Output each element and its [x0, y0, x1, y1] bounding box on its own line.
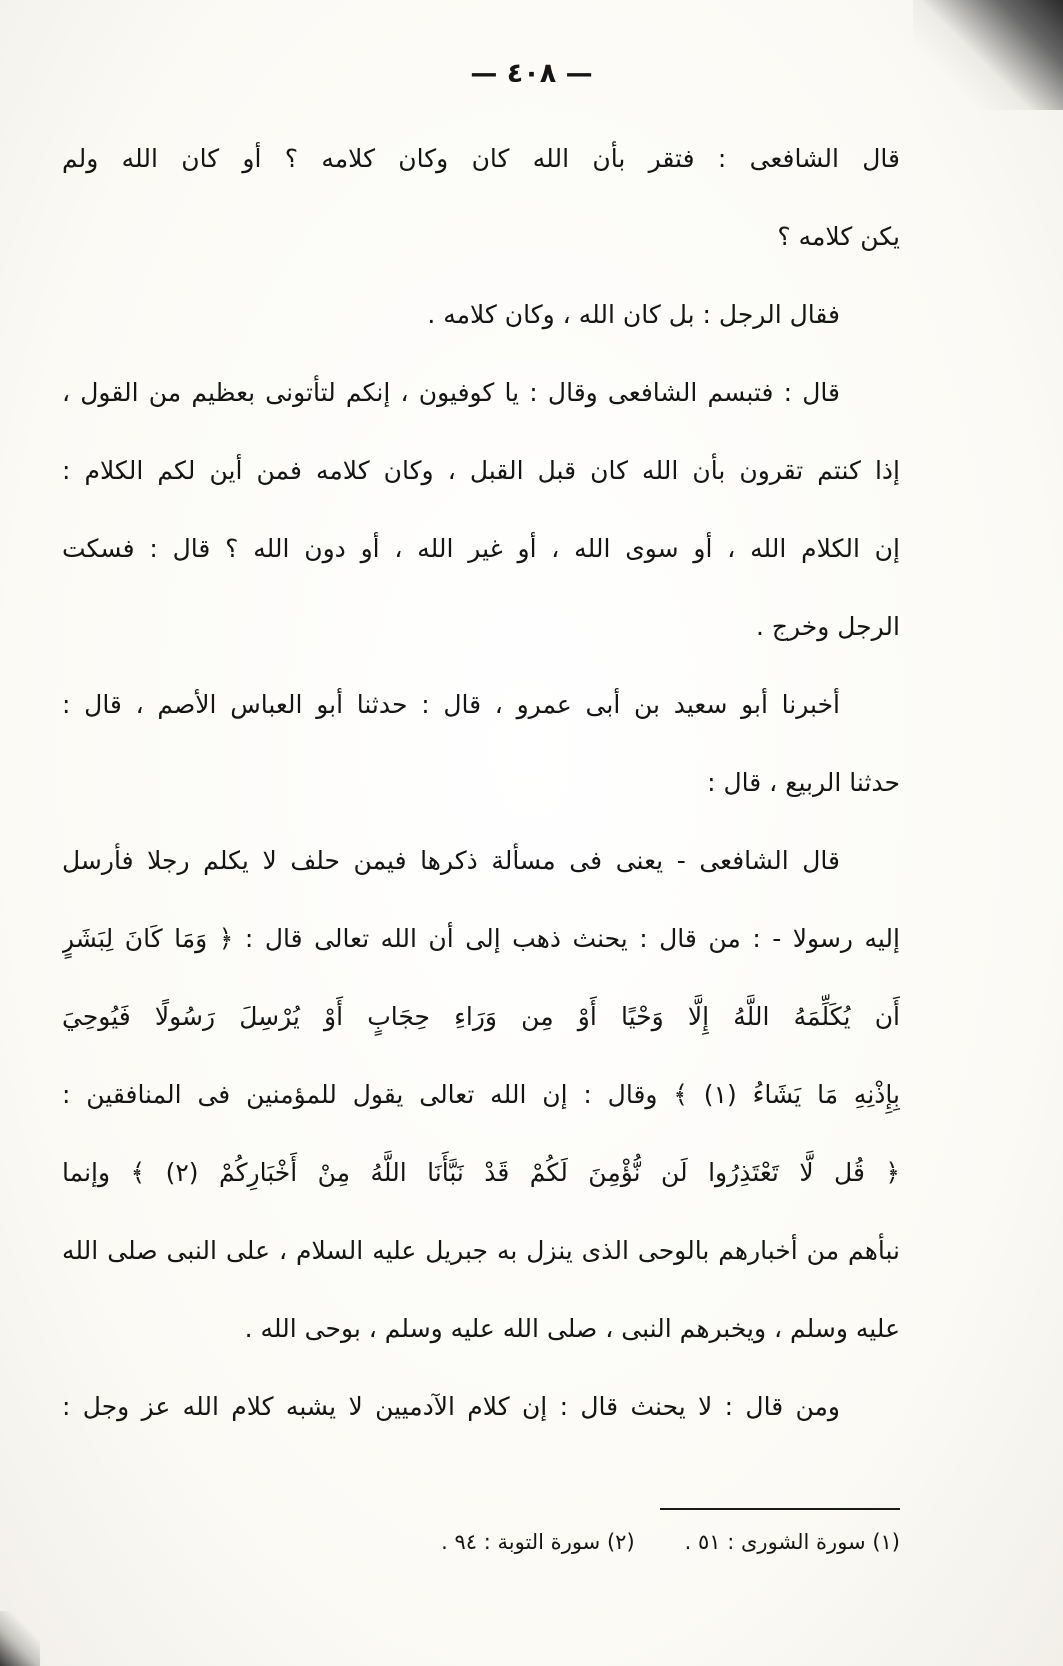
text-line: أخبرنا أبو سعيد بن أبى عمرو ، قال : حدثنا أبو العباس الأصم ، قال :: [62, 690, 840, 719]
footnote-1: (١) سورة الشورى : ٥١ .: [684, 1530, 900, 1554]
footnote-separator: [660, 1508, 900, 1510]
text-line: قال الشافعى : فتقر بأن الله كان وكان كلامه ؟ أو كان الله ولم: [62, 144, 900, 173]
text-line: فقال الرجل : بل كان الله ، وكان كلامه .: [427, 300, 840, 329]
footnotes: [240, 1530, 900, 1554]
text-line: ﴿ قُل لَّا تَعْتَذِرُوا لَن نُّؤْمِنَ لَكُمْ قَدْ نَبَّأَنَا اللَّهُ مِنْ أَخْبَارِكُمْ (٢) ﴾ وإنما: [62, 1158, 900, 1187]
text-line: إذا كنتم تقرون بأن الله كان قبل القبل ، وكان كلامه فمن أين لكم الكلام :: [62, 456, 900, 485]
scan-corner-mark: [0, 1611, 40, 1666]
page-number: — ٤٠٨ —: [470, 58, 593, 89]
text-line: حدثنا الربيع ، قال :: [707, 768, 900, 797]
footnote-2: (٢) سورة التوبة : ٩٤ .: [441, 1530, 635, 1554]
text-line: إن الكلام الله ، أو سوى الله ، أو غير الله ، أو دون الله ؟ قال : فسكت: [62, 534, 900, 563]
text-line: إليه رسولا - : من قال : يحنث ذهب إلى أن الله تعالى قال : ﴿ وَمَا كَانَ لِبَشَرٍ: [62, 924, 900, 953]
text-line: قال الشافعى - يعنى فى مسألة ذكرها فيمن حلف لا يكلم رجلا فأرسل: [62, 846, 840, 875]
text-line: بِإِذْنِهِ مَا يَشَاءُ (١) ﴾ وقال : إن الله تعالى يقول للمؤمنين فى المنافقين :: [62, 1080, 900, 1109]
text-line: ومن قال : لا يحنث قال : إن كلام الآدميين لا يشبه كلام الله عز وجل :: [62, 1392, 840, 1421]
text-line: نبأهم من أخبارهم بالوحى الذى ينزل به جبريل عليه السلام ، على النبى صلى الله: [62, 1236, 900, 1265]
text-line: الرجل وخرج .: [755, 612, 900, 641]
text-line: أَن يُكَلِّمَهُ اللَّهُ إِلَّا وَحْيًا أَوْ مِن وَرَاءِ حِجَابٍ أَوْ يُرْسِلَ رَسُولًا فَيُوحِيَ: [62, 1002, 900, 1031]
text-line: عليه وسلم ، ويخبرهم النبى ، صلى الله عليه وسلم ، بوحى الله .: [244, 1314, 900, 1343]
text-line: يكن كلامه ؟: [777, 222, 900, 251]
main-text: [62, 120, 900, 1446]
text-line: قال : فتبسم الشافعى وقال : يا كوفيون ، إنكم لتأتونى بعظيم من القول ،: [62, 378, 840, 407]
scan-corner-shadow: [913, 0, 1063, 110]
